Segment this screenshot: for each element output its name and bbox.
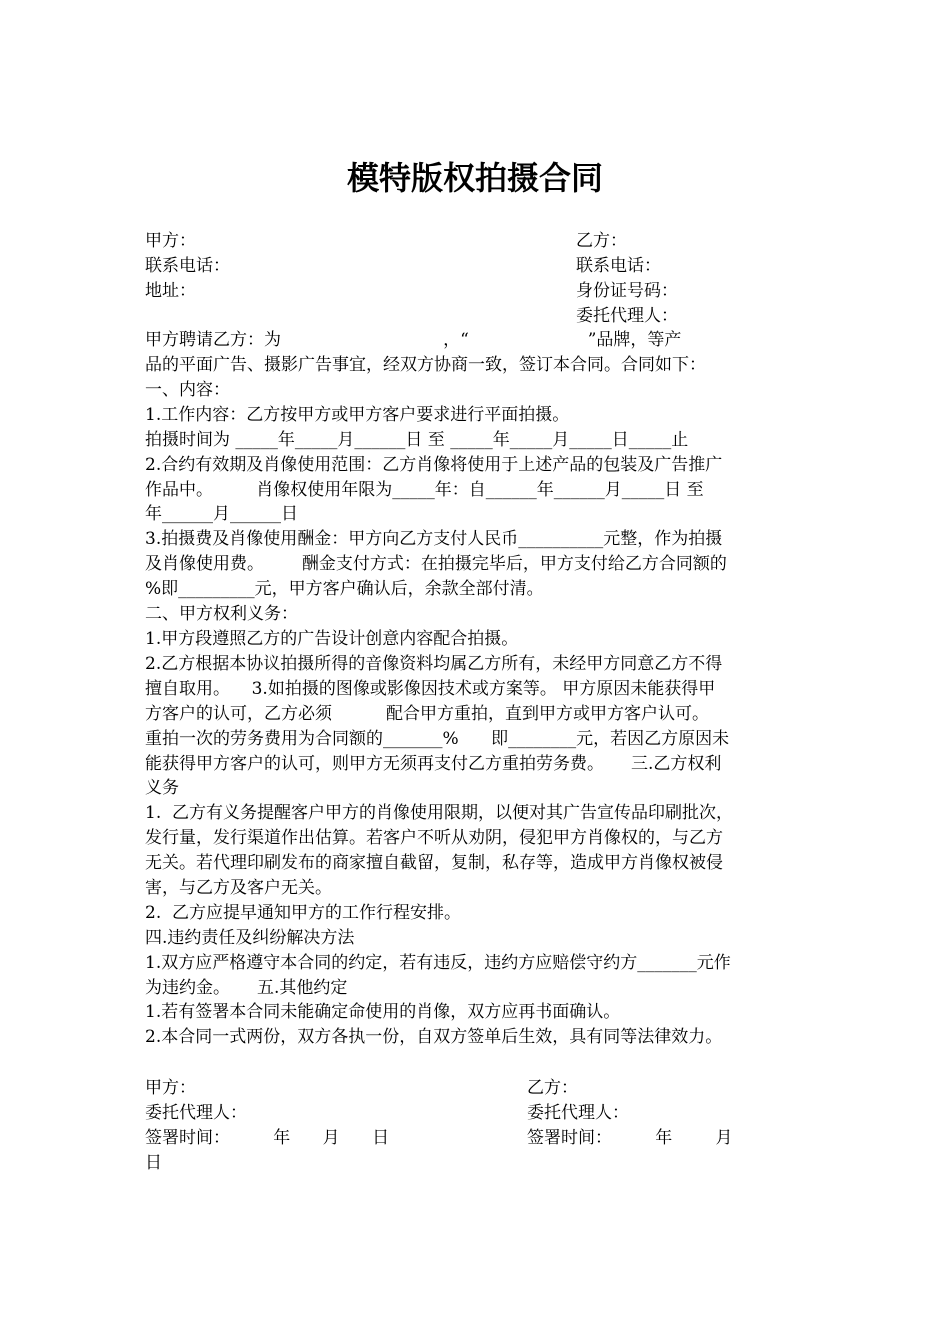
body-line: 重拍一次的劳务费用为合同额的_______% 即________元，若因乙方原因未 [145, 729, 730, 749]
body-line: 2.乙方根据本协议拍摄所得的音像资料均属乙方所有，未经甲方同意乙方不得 [145, 654, 723, 674]
body-line: 害，与乙方及客户无关。 [145, 878, 332, 898]
body-line: 2. 乙方应提早通知甲方的工作行程安排。 [145, 903, 462, 923]
party-a-phone: 联系电话： [145, 256, 230, 276]
body-line: 1. 乙方有义务提醒客户甲方的肖像使用限期，以便对其广告宣传品印刷批次， [145, 803, 734, 823]
body-line: 2.本合同一式两份，双方各执一份，自双方签单后生效，具有同等法律效力。 [145, 1027, 723, 1047]
body-line: 擅自取用。 3.如拍摄的图像或影像因技术或方案等。 甲方原因未能获得甲 [145, 679, 716, 699]
body-line: 能获得甲方客户的认可，则甲方无须再支付乙方重拍劳务费。 三.乙方权利 [145, 754, 722, 774]
body-line: 义务 [145, 778, 179, 798]
body-line: 及肖像使用费。 酬金支付方式：在拍摄完毕后，甲方支付给乙方合同额的 [145, 554, 727, 574]
signature-agent-a: 委托代理人： [145, 1103, 247, 1123]
signature-party-b: 乙方： [527, 1078, 578, 1098]
body-line: 3.拍摄费及肖像使用酬金：甲方向乙方支付人民币__________元整，作为拍摄 [145, 529, 723, 549]
body-line: 为违约金。 五.其他约定 [145, 978, 348, 998]
section-heading: 一、内容： [145, 380, 230, 400]
signature-party-a: 甲方： [145, 1078, 196, 1098]
document-title: 模特版权拍摄合同 [346, 159, 603, 197]
body-line: 1.若有签署本合同未能确定命使用的肖像，双方应再书面确认。 [145, 1002, 621, 1022]
body-line: 拍摄时间为 _____年_____月______日 至 _____年_____月_____日_____止 [145, 430, 689, 450]
party-a-label: 甲方： [145, 231, 196, 251]
body-line: 1.双方应严格遵守本合同的约定，若有违反，违约方应赔偿守约方_______元作 [145, 953, 731, 973]
body-line: 无关。若代理印刷发布的商家擅自截留，复制，私存等，造成甲方肖像权被侵 [145, 853, 723, 873]
body-line: 作品中。 肖像权使用年限为_____年：自______年______月_____日 至 [145, 480, 704, 500]
body-line: 甲方聘请乙方：为 ，“ ”品牌，等产 [145, 330, 682, 350]
party-b-phone: 联系电话： [576, 256, 661, 276]
party-b-agent: 委托代理人： [576, 306, 678, 326]
signature-date-b-day: 日 [145, 1153, 162, 1173]
body-line: 2.合约有效期及肖像使用范围：乙方肖像将使用于上述产品的包装及广告推广 [145, 455, 723, 475]
party-b-label: 乙方： [576, 231, 627, 251]
body-line: 年______月______日 [145, 504, 298, 524]
body-line: 品的平面广告、摄影广告事宜，经双方协商一致，签订本合同。合同如下： [145, 355, 706, 375]
section-heading: 四.违约责任及纠纷解决方法 [145, 928, 355, 948]
signature-date-b: 签署时间： 年 月 [527, 1128, 733, 1148]
body-line: 1.工作内容：乙方按甲方或甲方客户要求进行平面拍摄。 [145, 405, 570, 425]
body-line: 方客户的认可，乙方必须 配合甲方重拍，直到甲方或甲方客户认可。 [145, 704, 710, 724]
signature-agent-b: 委托代理人： [527, 1103, 629, 1123]
body-line: %即_________元，甲方客户确认后，余款全部付清。 [145, 579, 544, 599]
signature-date-a: 签署时间： 年 月 日 [145, 1128, 390, 1148]
party-a-address: 地址： [145, 281, 196, 301]
party-b-id-number: 身份证号码： [576, 281, 678, 301]
section-heading: 二、甲方权利义务： [145, 604, 298, 624]
body-line: 发行量，发行渠道作出估算。若客户不听从劝阴，侵犯甲方肖像权的，与乙方 [145, 828, 723, 848]
body-line: 1.甲方段遵照乙方的广告设计创意内容配合拍摄。 [145, 629, 519, 649]
